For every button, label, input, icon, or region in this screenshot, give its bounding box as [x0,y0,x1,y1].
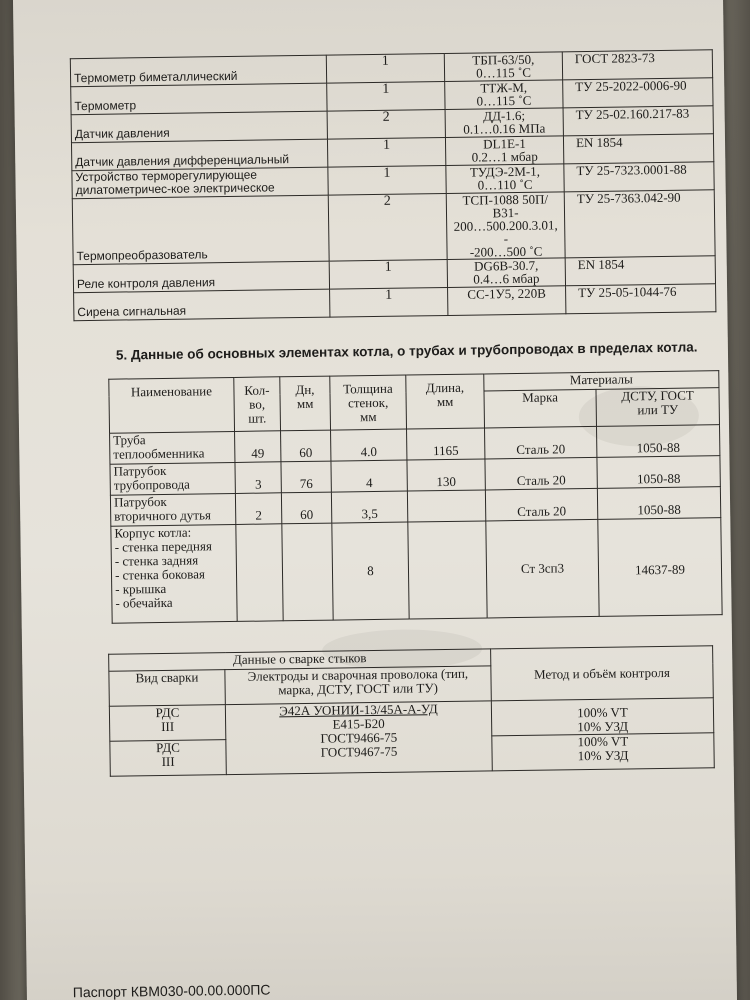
welding-table [108,645,715,776]
weld-type-1: РДС III [109,705,225,742]
element-standard: 1050-88 [597,487,720,520]
instrument-qty: 1 [326,53,444,83]
weld-type-2: РДС III [110,740,226,777]
electrodes-cell: Э42А УОНИИ-13/45А-А-УД Е415-Б20 ГОСТ9466-75 ГОСТ9467-75 [225,701,492,775]
instrument-standard: ТУ 25-02.160.217-83 [563,106,713,136]
element-dn: 60 [281,430,331,462]
welding-title: Данные о сварке стыков [109,649,491,671]
section-5-heading: 5. Данные об основных элементах котла, о трубах и трубопроводах в пределах котла. [115,339,698,363]
header-control-method: Метод и объём контроля [491,646,714,701]
element-wall: 8 [332,522,409,620]
element-length: 1165 [407,428,485,460]
instrument-type: ТСП-1088 50П/В31- 200…500.200.3.01, - -200…500 ˚С [446,192,565,260]
instrument-name: Сирена сигнальная [74,289,330,321]
element-qty: 2 [235,493,281,525]
instrument-qty: 1 [330,287,448,317]
header-dn: Дн, мм [280,376,331,431]
footer-passport: Паспорт КВМ030-00.00.000ПС [72,981,271,1000]
header-weld-type: Вид сварки [109,670,225,707]
header-electrodes: Электроды и сварочная проволока (тип, марка, ДСТУ, ГОСТ или ТУ) [225,666,491,705]
instrument-standard: ТУ 25-2022-0006-90 [563,78,713,108]
instrument-type: DG6B-30.7, 0.4…6 мбар [447,258,565,288]
element-dn: 60 [281,492,331,524]
element-standard: 1050-88 [597,456,720,489]
instrument-qty: 1 [327,81,445,111]
element-name: Патрубок трубопровода [110,462,235,495]
table-row [72,190,715,265]
element-grade: Сталь 20 [485,488,597,521]
instrument-qty: 1 [329,259,447,289]
element-name: Корпус котла: - стенка передняя - стенка задняя - стенка боковая - крышка - обечайка [111,524,237,623]
instrument-type: ТУДЭ-2М-1, 0…110 ˚С [446,164,564,194]
control-2: 100% VT 10% УЗД [492,733,714,771]
control-1: 100% VT 10% УЗД [491,698,713,736]
instrument-qty: 1 [327,137,445,167]
boiler-elements-table [108,370,722,624]
element-qty [236,524,283,622]
instrument-type: ТБП-63/50, 0…115 ˚С [444,52,562,82]
instrument-name: Термометр биметаллический [70,55,326,87]
document-page [13,0,738,1000]
element-wall: 4.0 [331,429,407,461]
element-dn: 76 [281,461,331,493]
instrument-standard: ТУ 25-05-1044-76 [566,284,716,314]
element-wall: 3,5 [331,491,407,523]
instrument-type: DL1E-1 0.2…1 мбар [445,136,563,166]
element-name: Патрубок вторичного дутья [110,493,235,526]
element-standard: 14637-89 [598,518,722,617]
element-qty: 3 [235,462,281,494]
instrument-name: Термометр [71,83,327,115]
header-grade: Марка [484,389,597,428]
header-name: Наименование [109,377,235,433]
element-length [407,490,485,522]
instrument-standard: ГОСТ 2823-73 [562,50,712,80]
element-dn [282,523,333,621]
header-wall: Толщина стенок, мм [330,375,407,430]
instrument-type: СС-1У5, 220В [448,286,566,316]
element-grade: Сталь 20 [485,457,597,490]
instrument-standard: ТУ 25-7363.042-90 [564,190,715,258]
instrument-name: Реле контроля давления [73,261,329,293]
instruments-table [70,49,717,321]
element-name: Труба теплообменника [110,431,235,464]
instrument-qty: 2 [328,193,447,261]
header-length: Длина, мм [406,374,485,429]
header-materials: Материалы [484,371,719,391]
instrument-name: Термопреобразователь [72,195,329,265]
table-row [111,518,722,624]
instrument-type: ТТЖ-М, 0…115 ˚С [445,80,563,110]
instrument-standard: EN 1854 [565,256,715,286]
element-grade: Ст 3сп3 [486,519,599,618]
element-length: 130 [407,459,485,491]
element-qty: 49 [235,431,281,463]
element-wall: 4 [331,460,407,492]
instrument-qty: 1 [328,165,446,195]
element-length [408,521,487,619]
instrument-name: Датчик давления дифференциальный [71,139,327,171]
element-grade: Сталь 20 [485,426,597,459]
instrument-qty: 2 [327,109,445,139]
header-qty: Кол- во, шт. [234,377,281,432]
instrument-name: Устройство терморегулирующее дилатометричес-кое электрическое [72,167,328,199]
instrument-name: Датчик давления [71,111,327,143]
element-standard: 1050-88 [596,425,719,458]
instrument-type: ДД-1.6; 0.1…0.16 МПа [445,108,563,138]
header-standard: ДСТУ, ГОСТ или ТУ [596,388,720,427]
instrument-standard: EN 1854 [563,134,713,164]
instrument-standard: ТУ 25-7323.0001-88 [564,162,714,192]
